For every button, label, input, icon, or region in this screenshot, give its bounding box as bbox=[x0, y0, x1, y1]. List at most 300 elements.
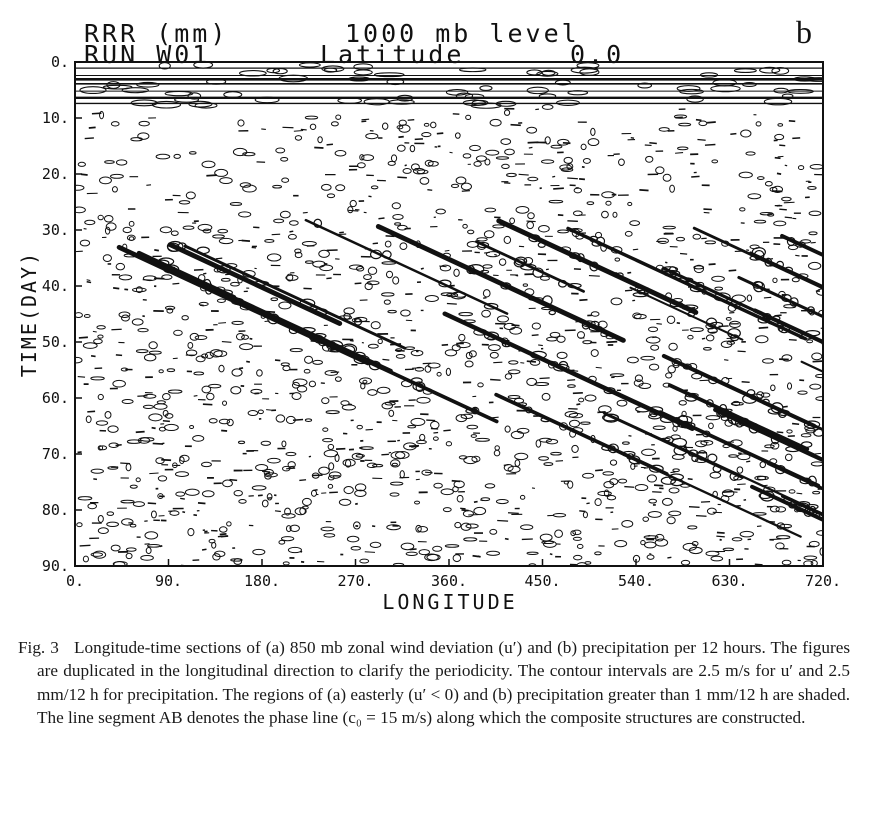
contour-speck bbox=[540, 188, 542, 189]
contour-cell bbox=[523, 284, 527, 286]
contour-cell bbox=[679, 123, 691, 126]
contour-cell bbox=[105, 412, 111, 419]
contour-cell bbox=[130, 485, 137, 488]
contour-speck bbox=[160, 546, 163, 547]
contour-cell bbox=[485, 208, 496, 212]
contour-cell bbox=[673, 469, 679, 472]
contour-cell bbox=[105, 227, 109, 234]
contour-cell bbox=[577, 332, 584, 339]
contour-cell bbox=[504, 236, 510, 243]
contour-cell bbox=[732, 538, 742, 541]
x-tick-label: 90. bbox=[154, 572, 183, 590]
contour-speck bbox=[759, 327, 768, 328]
contour-cell bbox=[775, 134, 784, 139]
contour-cell bbox=[656, 167, 664, 174]
contour-cell bbox=[88, 504, 97, 509]
contour-cell bbox=[104, 215, 113, 222]
contour-cell bbox=[98, 515, 103, 522]
contour-cell bbox=[551, 145, 562, 148]
contour-cell bbox=[627, 357, 638, 363]
contour-cell bbox=[666, 373, 672, 378]
contour-cell bbox=[765, 182, 772, 186]
contour-speck bbox=[701, 502, 710, 503]
contour-cell bbox=[239, 499, 246, 503]
contour-cell bbox=[446, 442, 451, 446]
contour-cell bbox=[746, 152, 755, 155]
contour-cell bbox=[419, 550, 429, 555]
contour-cell bbox=[305, 116, 317, 119]
contour-speck bbox=[93, 331, 97, 332]
contour-speck bbox=[350, 340, 354, 341]
contour-cell bbox=[647, 475, 656, 482]
contour-cell bbox=[622, 442, 629, 444]
contour-cell bbox=[335, 151, 346, 156]
contour-speck bbox=[552, 176, 555, 177]
figure-caption bbox=[18, 636, 850, 730]
contour-cell bbox=[243, 185, 257, 192]
contour-speck bbox=[567, 221, 578, 222]
contour-cell bbox=[238, 120, 244, 126]
contour-speck bbox=[729, 270, 737, 271]
streak-contour bbox=[861, 249, 871, 256]
contour-cell bbox=[757, 177, 764, 180]
x-tick-label: 270. bbox=[337, 572, 374, 590]
contour-speck bbox=[823, 269, 831, 270]
contour-cell bbox=[183, 226, 194, 229]
contour-cell bbox=[798, 391, 807, 394]
contour-cell bbox=[368, 267, 376, 274]
contour-cell bbox=[459, 313, 473, 316]
contour-cell bbox=[570, 420, 580, 427]
contour-speck bbox=[724, 360, 728, 361]
contour-cell bbox=[190, 425, 194, 428]
contour-cell bbox=[754, 220, 765, 223]
contour-speck bbox=[696, 516, 706, 517]
contour-cell bbox=[132, 319, 143, 325]
contour-cell bbox=[202, 161, 215, 168]
contour-speck bbox=[153, 443, 163, 444]
contour-cell bbox=[233, 148, 246, 155]
contour-cell bbox=[328, 444, 333, 449]
contour-cell bbox=[747, 295, 751, 301]
contour-cell bbox=[516, 206, 529, 213]
contour-cell bbox=[360, 559, 369, 563]
contour-cell bbox=[476, 438, 490, 441]
contour-speck bbox=[689, 507, 700, 508]
contour-cell bbox=[174, 330, 183, 335]
contour-speck bbox=[494, 254, 496, 255]
contour-cell bbox=[535, 383, 549, 386]
contour-cell bbox=[771, 385, 776, 391]
contour-cell bbox=[483, 290, 490, 297]
contour-cell bbox=[78, 497, 92, 500]
contour-cell bbox=[482, 310, 491, 317]
streak-contour bbox=[859, 442, 872, 448]
contour-cell bbox=[185, 489, 199, 495]
contour-cell bbox=[279, 302, 291, 309]
contour-speck bbox=[79, 337, 88, 338]
contour-speck bbox=[755, 564, 763, 565]
contour-speck bbox=[460, 508, 465, 509]
contour-cell bbox=[622, 521, 633, 528]
contour-cell bbox=[469, 351, 476, 357]
contour-speck bbox=[508, 513, 519, 514]
contour-speck bbox=[154, 250, 159, 251]
contour-cell bbox=[782, 560, 791, 565]
contour-cell bbox=[527, 552, 538, 554]
contour-cell bbox=[641, 541, 646, 545]
contour-cell bbox=[663, 498, 673, 505]
contour-cell bbox=[159, 370, 163, 373]
contour-speck bbox=[221, 430, 227, 431]
contour-cell bbox=[495, 446, 499, 450]
contour-cell bbox=[126, 464, 131, 471]
contour-cell bbox=[710, 472, 721, 478]
contour-cell bbox=[357, 425, 362, 429]
contour-cell bbox=[517, 428, 529, 433]
header-run: RUN W01 bbox=[84, 40, 211, 69]
contour-speck bbox=[667, 557, 671, 558]
contour-cell bbox=[202, 491, 214, 497]
contour-cell bbox=[773, 278, 777, 282]
contour-cell bbox=[729, 455, 738, 458]
contour-cell bbox=[641, 356, 655, 360]
contour-speck bbox=[490, 379, 500, 380]
contour-cell bbox=[336, 185, 345, 191]
contour-cell bbox=[709, 423, 714, 428]
contour-cell bbox=[478, 383, 483, 387]
precip-streak bbox=[844, 243, 872, 349]
contour-speck bbox=[633, 249, 638, 250]
contour-cell bbox=[164, 424, 178, 430]
contour-speck bbox=[656, 324, 661, 325]
contour-cell bbox=[540, 534, 552, 541]
contour-speck bbox=[421, 268, 424, 269]
contour-cell bbox=[304, 369, 310, 373]
x-tick-label: 0. bbox=[65, 572, 85, 590]
contour-cell bbox=[311, 490, 316, 496]
contour-cell bbox=[477, 238, 487, 241]
contour-speck bbox=[742, 382, 750, 383]
contour-cell bbox=[454, 269, 459, 276]
contour-speck bbox=[293, 420, 303, 421]
contour-cell bbox=[174, 154, 180, 158]
contour-cell bbox=[810, 165, 823, 169]
contour-cell bbox=[373, 464, 383, 466]
contour-cell bbox=[499, 259, 505, 265]
contour-cell bbox=[322, 398, 329, 404]
contour-cell bbox=[382, 293, 394, 296]
contour-cell bbox=[741, 130, 751, 137]
contour-cell bbox=[290, 349, 302, 352]
contour-cell bbox=[420, 434, 425, 440]
contour-cell bbox=[487, 551, 500, 555]
spinup-contour bbox=[375, 73, 404, 77]
contour-cell bbox=[111, 122, 119, 126]
contour-speck bbox=[450, 152, 453, 153]
contour-cell bbox=[489, 345, 501, 351]
contour-cell bbox=[763, 359, 774, 363]
contour-cell bbox=[528, 177, 538, 181]
contour-cell bbox=[279, 540, 285, 544]
contour-cell bbox=[175, 472, 188, 477]
precip-streak bbox=[839, 411, 872, 519]
contour-cell bbox=[190, 152, 197, 155]
streak-contour bbox=[856, 471, 866, 480]
contour-cell bbox=[139, 121, 149, 126]
contour-cell bbox=[319, 467, 330, 474]
contour-cell bbox=[97, 326, 105, 329]
contour-cell bbox=[126, 548, 136, 551]
contour-cell bbox=[508, 370, 520, 374]
contour-cell bbox=[607, 496, 615, 500]
contour-cell bbox=[581, 144, 586, 149]
contour-cell bbox=[581, 422, 591, 424]
contour-cell bbox=[313, 360, 323, 364]
contour-speck bbox=[785, 165, 787, 166]
streak-contour bbox=[848, 381, 855, 386]
contour-cell bbox=[669, 511, 681, 515]
contour-speck bbox=[437, 133, 443, 134]
contour-speck bbox=[89, 127, 96, 128]
contour-cell bbox=[403, 169, 411, 174]
contour-cell bbox=[98, 394, 103, 399]
contour-cell bbox=[106, 223, 116, 230]
contour-speck bbox=[398, 137, 403, 138]
contour-cell bbox=[188, 343, 193, 349]
contour-cell bbox=[209, 539, 215, 543]
contour-speck bbox=[795, 255, 799, 256]
contour-cell bbox=[202, 386, 211, 393]
contour-cell bbox=[149, 414, 162, 421]
streak-contour bbox=[831, 436, 846, 446]
contour-cell bbox=[121, 500, 134, 503]
contour-cell bbox=[587, 202, 594, 205]
contour-speck bbox=[478, 556, 481, 557]
contour-cell bbox=[668, 366, 675, 373]
x-axis bbox=[66, 559, 841, 590]
contour-cell bbox=[542, 105, 553, 110]
contour-cell bbox=[158, 476, 166, 481]
contour-cell bbox=[377, 387, 390, 393]
contour-speck bbox=[792, 424, 799, 425]
contour-cell bbox=[485, 159, 490, 165]
streak-contour bbox=[865, 303, 872, 313]
y-tick-label: 10. bbox=[41, 109, 69, 127]
contour-cell bbox=[711, 556, 723, 561]
precip-streak bbox=[836, 409, 872, 458]
y-tick-label: 40. bbox=[41, 277, 69, 295]
contour-speck bbox=[504, 465, 509, 466]
contour-cell bbox=[481, 498, 490, 501]
contour-cell bbox=[527, 222, 534, 229]
contour-cell bbox=[521, 525, 533, 530]
contour-cell bbox=[703, 347, 711, 350]
contour-speck bbox=[222, 342, 232, 343]
contour-speck bbox=[229, 480, 237, 481]
streak-contour bbox=[859, 501, 869, 509]
contour-speck bbox=[696, 120, 702, 121]
contour-cell bbox=[433, 437, 438, 440]
contour-speck bbox=[327, 144, 333, 145]
streak-contour bbox=[855, 530, 862, 537]
contour-cell bbox=[712, 276, 725, 281]
contour-cell bbox=[678, 147, 688, 150]
contour-cell bbox=[344, 487, 353, 494]
contour-cell bbox=[329, 472, 341, 478]
contour-cell bbox=[145, 532, 158, 539]
contour-cell bbox=[470, 145, 481, 150]
contour-cell bbox=[194, 372, 204, 375]
contour-cell bbox=[265, 239, 274, 242]
contour-cell bbox=[789, 490, 795, 493]
contour-cell bbox=[635, 375, 642, 382]
contour-cell bbox=[295, 136, 301, 141]
streak-contour bbox=[549, 310, 555, 314]
contour-speck bbox=[697, 140, 705, 141]
contour-speck bbox=[538, 345, 543, 346]
contour-speck bbox=[78, 452, 82, 453]
contour-cell bbox=[508, 466, 520, 472]
contour-cell bbox=[220, 178, 232, 184]
contour-cell bbox=[669, 343, 677, 350]
contour-cell bbox=[358, 163, 366, 168]
contour-cell bbox=[129, 221, 134, 226]
contour-cell bbox=[804, 556, 817, 560]
x-tick-label: 360. bbox=[430, 572, 468, 590]
contour-cell bbox=[676, 237, 684, 241]
contour-cell bbox=[113, 380, 126, 387]
contour-cell bbox=[384, 300, 390, 304]
contour-cell bbox=[171, 231, 178, 236]
contour-cell bbox=[782, 197, 792, 201]
contour-cell bbox=[133, 502, 144, 507]
contour-cell bbox=[274, 219, 284, 223]
y-axis-label: TIME(DAY) bbox=[17, 250, 41, 378]
contour-cell bbox=[238, 441, 244, 443]
contour-speck bbox=[589, 276, 600, 277]
contour-speck bbox=[473, 556, 479, 557]
contour-speck bbox=[92, 113, 102, 114]
contour-cell bbox=[544, 463, 553, 466]
contour-cell bbox=[159, 427, 165, 431]
contour-cell bbox=[85, 220, 95, 224]
contour-cell bbox=[451, 184, 458, 187]
contour-cell bbox=[98, 528, 108, 534]
contour-cell bbox=[422, 133, 431, 137]
contour-cell bbox=[196, 356, 205, 362]
contour-cell bbox=[98, 215, 103, 219]
contour-cell bbox=[490, 352, 498, 358]
contour-speck bbox=[606, 342, 617, 343]
contour-speck bbox=[355, 283, 362, 284]
contour-cell bbox=[121, 315, 129, 321]
contour-cell bbox=[336, 115, 341, 119]
contour-cell bbox=[544, 541, 557, 547]
contour-speck bbox=[527, 361, 536, 362]
contour-cell bbox=[501, 139, 511, 145]
contour-speck bbox=[654, 485, 663, 486]
y-tick-label: 20. bbox=[41, 165, 69, 183]
contour-speck bbox=[246, 361, 250, 362]
contour-cell bbox=[368, 344, 378, 348]
contour-cell bbox=[774, 221, 786, 226]
contour-speck bbox=[85, 138, 94, 139]
contour-cell bbox=[509, 361, 518, 364]
contour-cell bbox=[770, 506, 779, 512]
contour-cell bbox=[507, 173, 517, 176]
contour-cell bbox=[681, 560, 689, 565]
contour-cell bbox=[463, 511, 473, 517]
contour-speck bbox=[586, 503, 589, 504]
contour-cell bbox=[644, 542, 656, 548]
contour-cell bbox=[457, 495, 463, 502]
contour-cell bbox=[280, 211, 290, 218]
contour-cell bbox=[705, 241, 715, 244]
contour-cell bbox=[602, 211, 609, 218]
contour-cell bbox=[496, 157, 508, 159]
contour-cell bbox=[195, 336, 207, 340]
contour-speck bbox=[262, 471, 270, 472]
contour-cell bbox=[465, 361, 473, 367]
contour-cell bbox=[765, 445, 774, 448]
contour-cell bbox=[136, 478, 140, 482]
contour-cell bbox=[591, 312, 599, 316]
contour-cell bbox=[143, 405, 153, 408]
contour-cell bbox=[417, 397, 430, 403]
contour-cell bbox=[283, 366, 290, 371]
streak-contour bbox=[857, 300, 870, 307]
contour-cell bbox=[231, 559, 243, 561]
x-tick-label: 540. bbox=[617, 572, 655, 590]
contour-speck bbox=[163, 421, 170, 422]
contour-cell bbox=[606, 201, 611, 205]
contour-speck bbox=[461, 510, 468, 511]
contour-cell bbox=[651, 345, 659, 350]
contour-cell bbox=[816, 374, 828, 377]
contour-speck bbox=[705, 144, 715, 145]
header-latitude-value: 0.0 bbox=[570, 40, 625, 69]
contour-speck bbox=[737, 484, 745, 485]
contour-cell bbox=[382, 402, 393, 408]
contour-cell bbox=[613, 212, 617, 217]
contour-cell bbox=[401, 543, 414, 550]
contour-cell bbox=[105, 161, 115, 164]
spinup-contour bbox=[299, 63, 320, 67]
contour-speck bbox=[789, 340, 797, 341]
contour-cell bbox=[267, 254, 280, 261]
contour-speck bbox=[405, 165, 407, 166]
contour-cell bbox=[351, 546, 360, 550]
contour-cell bbox=[699, 121, 707, 126]
contour-cell bbox=[136, 350, 148, 353]
contour-cell bbox=[515, 453, 528, 459]
contour-cell bbox=[504, 323, 515, 329]
contour-cell bbox=[116, 160, 126, 165]
contour-cell bbox=[326, 411, 339, 414]
contour-speck bbox=[625, 290, 632, 291]
contour-cell bbox=[486, 150, 499, 155]
contour-speck bbox=[670, 472, 675, 473]
contour-cell bbox=[669, 488, 679, 493]
contour-cell bbox=[510, 327, 522, 334]
contour-speck bbox=[649, 143, 656, 144]
contour-cell bbox=[807, 340, 813, 343]
streak-contour bbox=[841, 409, 857, 418]
contour-cell bbox=[670, 185, 675, 192]
contour-cell bbox=[378, 339, 382, 343]
contour-cell bbox=[431, 122, 436, 128]
